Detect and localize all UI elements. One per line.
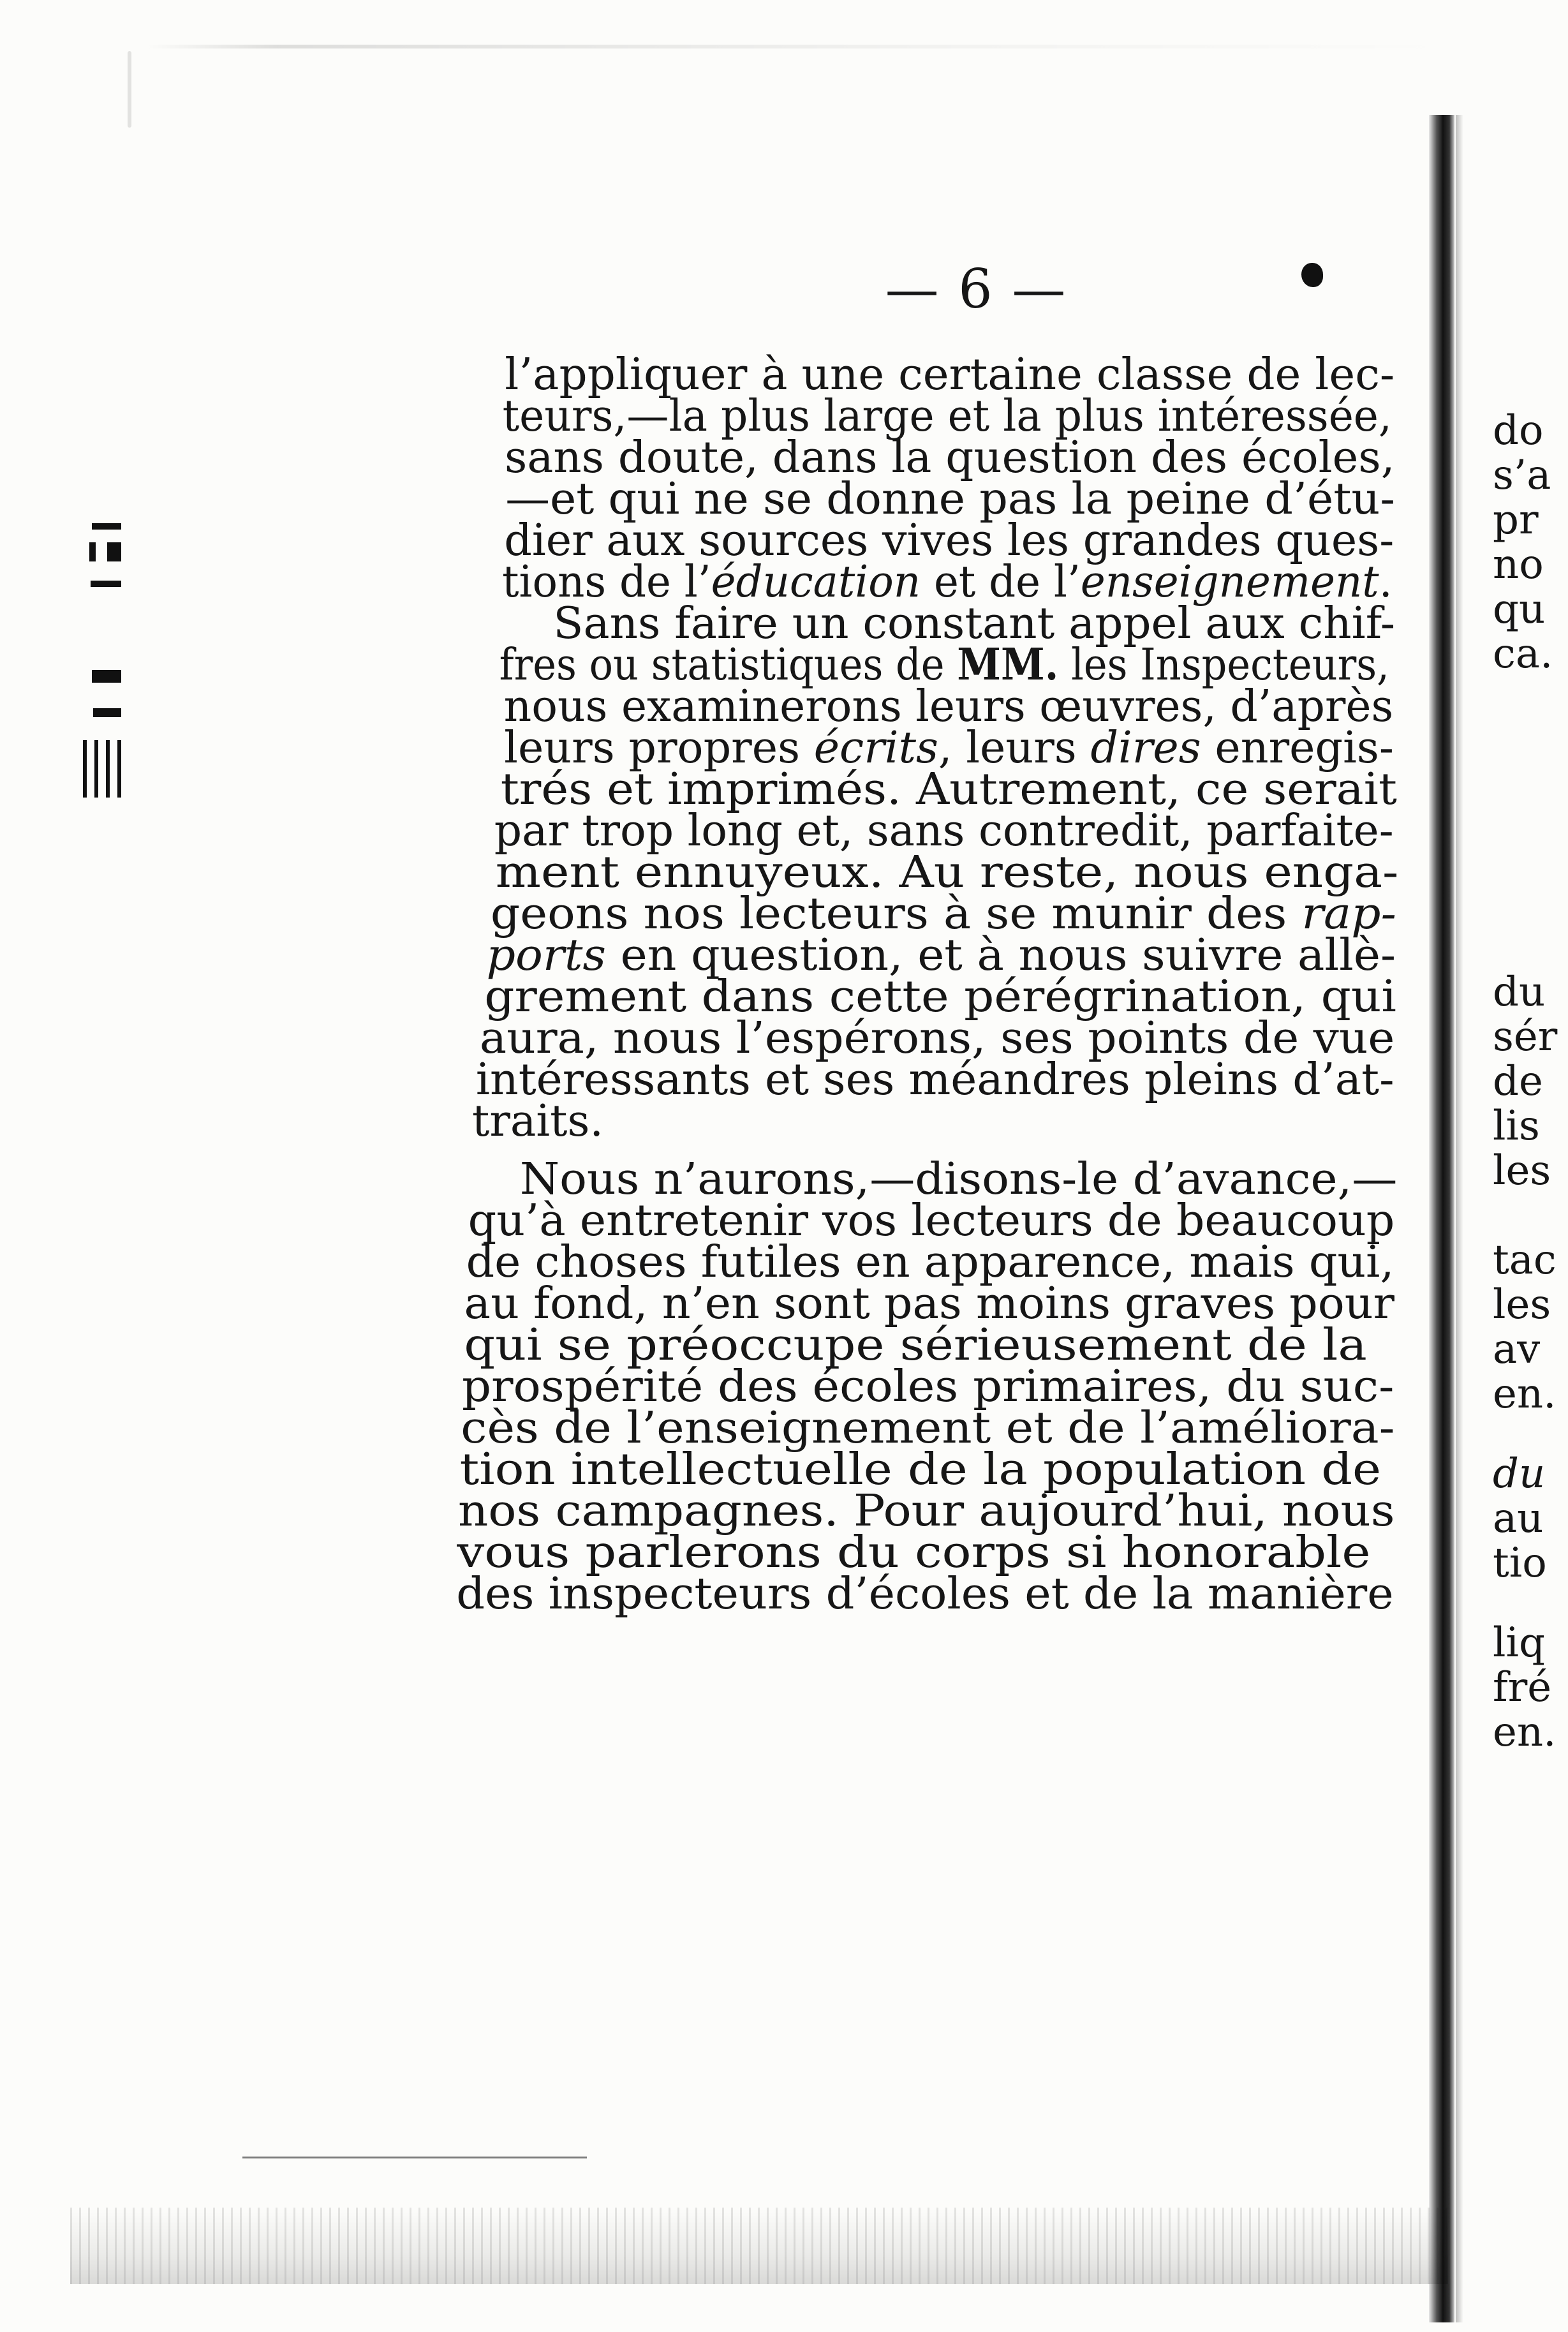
text-line: vous parlerons du corps si honorable [457,1527,1371,1578]
fragment-line: les [1493,1148,1551,1193]
text-line: teurs,—la plus large et la plus intéressée, [502,391,1392,442]
ink-dot [1301,263,1323,287]
scan-artifact-line [242,2157,587,2158]
fragment-line: av [1493,1327,1541,1372]
italic-word: écrits [813,723,938,773]
italic-word: enseignement [1080,557,1379,607]
fragment-line: no [1493,542,1544,587]
text-line: dier aux sources vives les grandes ques- [504,516,1394,566]
fragment-line: en. [1493,1710,1557,1755]
fragment-line: qu [1493,587,1546,632]
fragment-line: au [1493,1496,1544,1541]
text-line: intéressants et ses méandres pleins d’at- [475,1055,1394,1105]
margin-marks [83,523,128,798]
text-line: —et qui ne se donne pas la peine d’étu- [505,474,1395,524]
bold-word: MM. [957,639,1059,690]
fragment-line: lis [1493,1104,1540,1148]
italic-word: ports [486,930,606,981]
text-line: ment ennuyeux. Au reste, nous enga- [495,847,1399,898]
text-line: au fond, n’en sont pas moins graves pour [464,1279,1394,1329]
body-text [450,350,1432,1619]
text-line: prospérité des écoles primaires, du suc- [462,1362,1394,1412]
text-line: tion intellectuelle de la population de [459,1445,1382,1495]
book-binding [1429,115,1454,2322]
text-line: trés et imprimés. Autrement, ce serait [500,764,1397,815]
fragment-line: liq [1493,1621,1545,1665]
text-line: tions de l’éducation et de l’enseignement. [502,557,1393,607]
fragment-line: de [1493,1059,1543,1104]
text-line: par trop long et, sans contredit, parfaite- [494,806,1394,856]
fragment-line: fré [1493,1665,1552,1710]
fragment-line: do [1493,408,1544,453]
text-line: geons nos lecteurs à se munir des rap- [490,889,1396,939]
text-line: des inspecteurs d’écoles et de la manière [456,1569,1394,1619]
fragment-line: tio [1493,1541,1547,1586]
scan-edge-left [128,51,131,128]
fragment-line: tac [1493,1238,1557,1282]
text-line: aura, nous l’espérons, ses points de vue [479,1013,1395,1064]
next-page-fragment [1493,408,1568,1755]
fragment-line: pr [1493,498,1539,542]
text-line: qui se préoccupe sérieusement de la [464,1320,1367,1370]
text-line: leurs propres écrits, leurs dires enregis- [504,723,1394,773]
italic-word: rap- [1301,889,1396,939]
binding-shadow [1456,115,1463,2322]
text-line: qu’à entretenir vos lecteurs de beaucoup [468,1196,1395,1246]
scan-bottom-noise [70,2208,1448,2284]
italic-word: dires [1090,723,1201,773]
text-line: traits. [472,1096,603,1147]
text-line: ports en question, et à nous suivre allè- [486,930,1396,981]
fragment-line: s’a [1493,453,1551,498]
text-line: Nous n’aurons,—disons-le d’avance,— [519,1154,1398,1205]
text-line: Sans faire un constant appel aux chif- [553,598,1396,649]
text-line: cès de l’enseignement et de l’améliora- [461,1403,1395,1453]
text-line: grement dans cette pérégrination, qui [484,972,1396,1022]
text-line: nos campagnes. Pour aujourd’hui, nous [457,1486,1395,1536]
fragment-line: du [1493,970,1546,1014]
fragment-line: sér [1493,1014,1558,1059]
fragment-line: les [1493,1282,1551,1327]
italic-word: éducation [711,557,921,607]
text-line: l’appliquer à une certaine classe de lec- [505,350,1395,400]
text-line: fres ou statistiques de MM. les Inspecteurs, [499,639,1389,690]
scan-edge-top [147,45,1454,48]
page-number: — 6 — [885,258,1067,320]
fragment-line: en. [1493,1372,1557,1416]
text-line: de choses futiles en apparence, mais qui, [466,1237,1394,1288]
text-line: nous examinerons leurs œuvres, d’après [503,681,1394,732]
fragment-line: ca. [1493,632,1553,676]
fragment-line: du [1493,1452,1546,1496]
text-line: sans doute, dans la question des écoles, [505,433,1395,483]
